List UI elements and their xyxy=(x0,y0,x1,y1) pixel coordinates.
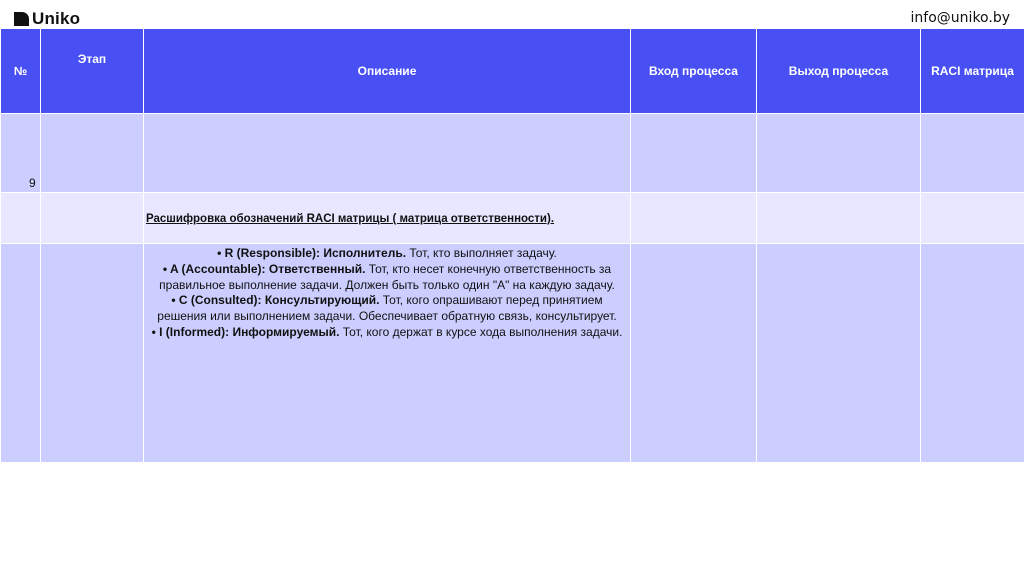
column-header-description: Описание xyxy=(144,29,631,114)
column-header-stage: Этап xyxy=(41,29,144,114)
table-cell xyxy=(921,244,1024,463)
logo-text: Uniko xyxy=(32,9,81,28)
legend-term: • C (Consulted): Консультирующий. xyxy=(171,293,380,308)
table-cell xyxy=(757,193,921,244)
table-cell xyxy=(1,244,41,463)
table-cell xyxy=(757,244,921,463)
table-cell xyxy=(41,244,144,463)
table-cell xyxy=(631,244,757,463)
table-row xyxy=(1,244,1024,463)
table-cell xyxy=(921,193,1024,244)
table-cell xyxy=(631,193,757,244)
table-cell xyxy=(921,114,1024,193)
table-cell xyxy=(1,193,41,244)
legend-title-cell xyxy=(144,193,631,244)
contact-email[interactable]: info@uniko.by xyxy=(910,10,1010,26)
legend-item-accountable xyxy=(144,262,630,294)
table-header-row xyxy=(1,29,1024,114)
table-cell xyxy=(41,114,144,193)
legend-definition: Тот, кто выполняет задачу. xyxy=(406,246,557,260)
logo xyxy=(14,9,80,29)
table-row xyxy=(1,193,1024,244)
table-row xyxy=(1,114,1024,193)
legend-title: Расшифровка обозначений RACI матрицы ( матрица ответственности). xyxy=(146,213,555,225)
legend-definition: Тот, кто несет конечную ответственность за правильное выполнение задачи. Должен быть только один "A" на каждую задачу. xyxy=(159,261,615,292)
column-header-raci-matrix: RACI матрица xyxy=(921,29,1024,114)
legend-description-cell xyxy=(144,244,631,463)
table-cell xyxy=(144,114,631,193)
legend-term: • A (Accountable): Ответственный. xyxy=(162,261,366,276)
row-number-cell xyxy=(1,114,41,193)
column-header-process-input: Вход процесса xyxy=(631,29,757,114)
legend-term: • R (Responsible): Исполнитель. xyxy=(217,246,407,260)
logo-mark-icon xyxy=(14,12,29,26)
legend-definition: Тот, кого держат в курсе хода выполнения задачи. xyxy=(339,324,623,339)
table-cell xyxy=(631,114,757,193)
row-number: 9 xyxy=(29,176,36,190)
legend-item-consulted xyxy=(144,293,630,325)
table-cell xyxy=(41,193,144,244)
column-header-number: № xyxy=(1,29,41,114)
legend-term: • I (Informed): Информируемый. xyxy=(151,324,340,339)
legend-definition: Тот, кого опрашивают перед принятием решения или выполнением задачи. Обеспечивает обратную связь, консультирует. xyxy=(157,293,617,324)
process-table xyxy=(0,28,1024,463)
legend-item-responsible xyxy=(144,246,630,262)
column-header-process-output: Выход процесса xyxy=(757,29,921,114)
legend-item-informed xyxy=(144,325,630,341)
table-cell xyxy=(757,114,921,193)
